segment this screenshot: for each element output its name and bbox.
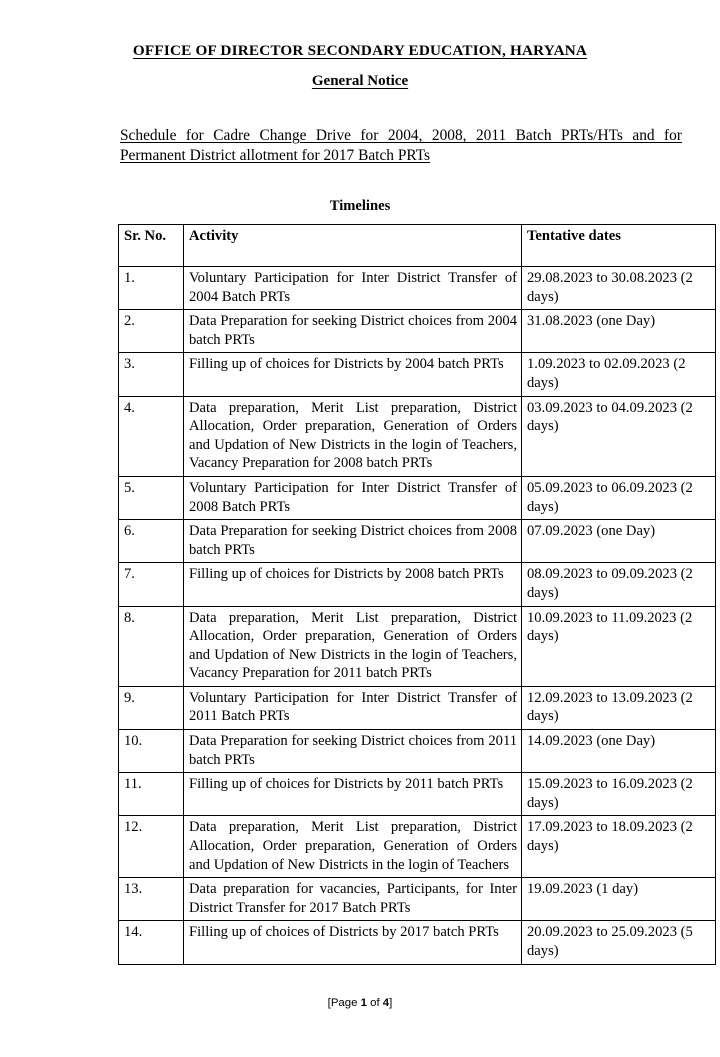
- cell-sr-no: 10.: [119, 730, 184, 773]
- cell-activity: Data Preparation for seeking District choices from 2008 batch PRTs: [184, 520, 522, 563]
- cell-tentative-dates: 05.09.2023 to 06.09.2023 (2 days): [522, 476, 716, 519]
- table-row: [119, 606, 716, 686]
- cell-tentative-dates: 31.08.2023 (one Day): [522, 310, 716, 353]
- cell-tentative-dates: 1.09.2023 to 02.09.2023 (2 days): [522, 353, 716, 396]
- table-row: [119, 878, 716, 921]
- table-row: [119, 353, 716, 396]
- cell-sr-no: 13.: [119, 878, 184, 921]
- table-row: [119, 921, 716, 964]
- cell-activity: Data Preparation for seeking District choices from 2011 batch PRTs: [184, 730, 522, 773]
- document-subtitle: [0, 73, 720, 90]
- table-row: [119, 816, 716, 878]
- table-row: [119, 267, 716, 310]
- cell-sr-no: 4.: [119, 396, 184, 476]
- cell-activity: Voluntary Participation for Inter District Transfer of 2004 Batch PRTs: [184, 267, 522, 310]
- cell-tentative-dates: 19.09.2023 (1 day): [522, 878, 716, 921]
- page-footer: [0, 997, 720, 1009]
- cell-activity: Voluntary Participation for Inter District Transfer of 2011 Batch PRTs: [184, 686, 522, 729]
- cell-tentative-dates: 12.09.2023 to 13.09.2023 (2 days): [522, 686, 716, 729]
- cell-tentative-dates: 15.09.2023 to 16.09.2023 (2 days): [522, 773, 716, 816]
- column-header-sr-no: Sr. No.: [119, 225, 184, 267]
- table-row: [119, 773, 716, 816]
- cell-sr-no: 12.: [119, 816, 184, 878]
- footer-current-page: 1: [360, 997, 367, 1009]
- table-row: [119, 310, 716, 353]
- section-heading-timelines: Timelines: [329, 198, 391, 214]
- cell-tentative-dates: 17.09.2023 to 18.09.2023 (2 days): [522, 816, 716, 878]
- cell-sr-no: 7.: [119, 563, 184, 606]
- cell-tentative-dates: 10.09.2023 to 11.09.2023 (2 days): [522, 606, 716, 686]
- timelines-table: [118, 224, 716, 965]
- footer-middle: of: [366, 997, 383, 1009]
- cell-tentative-dates: 07.09.2023 (one Day): [522, 520, 716, 563]
- document-subtitle-text: General Notice: [311, 73, 409, 89]
- cell-activity: Data preparation, Merit List preparation, District Allocation, Order preparation, Generation of Orders and Updation of New Districts in the login of Teachers, Vacancy Preparation for 2011 batch PRTs: [184, 606, 522, 686]
- cell-tentative-dates: 03.09.2023 to 04.09.2023 (2 days): [522, 396, 716, 476]
- schedule-description: Schedule for Cadre Change Drive for 2004, 2008, 2011 Batch PRTs/HTs and for Permanent District allotment for 2017 Batch PRTs: [120, 127, 682, 164]
- cell-activity: Voluntary Participation for Inter District Transfer of 2008 Batch PRTs: [184, 476, 522, 519]
- table-row: [119, 563, 716, 606]
- cell-activity: Data preparation for vacancies, Participants, for Inter District Transfer for 2017 Batch PRTs: [184, 878, 522, 921]
- cell-activity: Filling up of choices for Districts by 2008 batch PRTs: [184, 563, 522, 606]
- table-row: [119, 520, 716, 563]
- table-row: [119, 396, 716, 476]
- cell-tentative-dates: 08.09.2023 to 09.09.2023 (2 days): [522, 563, 716, 606]
- table-row: [119, 476, 716, 519]
- cell-sr-no: 6.: [119, 520, 184, 563]
- cell-tentative-dates: 20.09.2023 to 25.09.2023 (5 days): [522, 921, 716, 964]
- table-body: [119, 267, 716, 965]
- table-row: [119, 686, 716, 729]
- cell-tentative-dates: 29.08.2023 to 30.08.2023 (2 days): [522, 267, 716, 310]
- table-row: [119, 730, 716, 773]
- cell-sr-no: 5.: [119, 476, 184, 519]
- table-header: [119, 225, 716, 267]
- footer-suffix: ]: [389, 997, 393, 1009]
- table-header-row: [119, 225, 716, 267]
- document-title-text: OFFICE OF DIRECTOR SECONDARY EDUCATION, HARYANA: [132, 42, 588, 59]
- column-header-tentative-dates: Tentative dates: [522, 225, 716, 267]
- cell-sr-no: 8.: [119, 606, 184, 686]
- column-header-activity: Activity: [184, 225, 522, 267]
- cell-activity: Data Preparation for seeking District choices from 2004 batch PRTs: [184, 310, 522, 353]
- document-title: [0, 42, 720, 60]
- cell-sr-no: 2.: [119, 310, 184, 353]
- cell-sr-no: 1.: [119, 267, 184, 310]
- cell-sr-no: 11.: [119, 773, 184, 816]
- cell-sr-no: 3.: [119, 353, 184, 396]
- footer-prefix: [Page: [327, 997, 361, 1009]
- footer-total-pages: 4: [382, 997, 390, 1009]
- cell-tentative-dates: 14.09.2023 (one Day): [522, 730, 716, 773]
- cell-sr-no: 9.: [119, 686, 184, 729]
- cell-sr-no: 14.: [119, 921, 184, 964]
- cell-activity: Filling up of choices for Districts by 2004 batch PRTs: [184, 353, 522, 396]
- cell-activity: Filling up of choices of Districts by 2017 batch PRTs: [184, 921, 522, 964]
- cell-activity: Filling up of choices for Districts by 2011 batch PRTs: [184, 773, 522, 816]
- cell-activity: Data preparation, Merit List preparation, District Allocation, Order preparation, Generation of Orders and Updation of New Districts in the login of Teachers: [184, 816, 522, 878]
- cell-activity: Data preparation, Merit List preparation, District Allocation, Order preparation, Generation of Orders and Updation of New Districts in the login of Teachers, Vacancy Preparation for 2008 batch PRTs: [184, 396, 522, 476]
